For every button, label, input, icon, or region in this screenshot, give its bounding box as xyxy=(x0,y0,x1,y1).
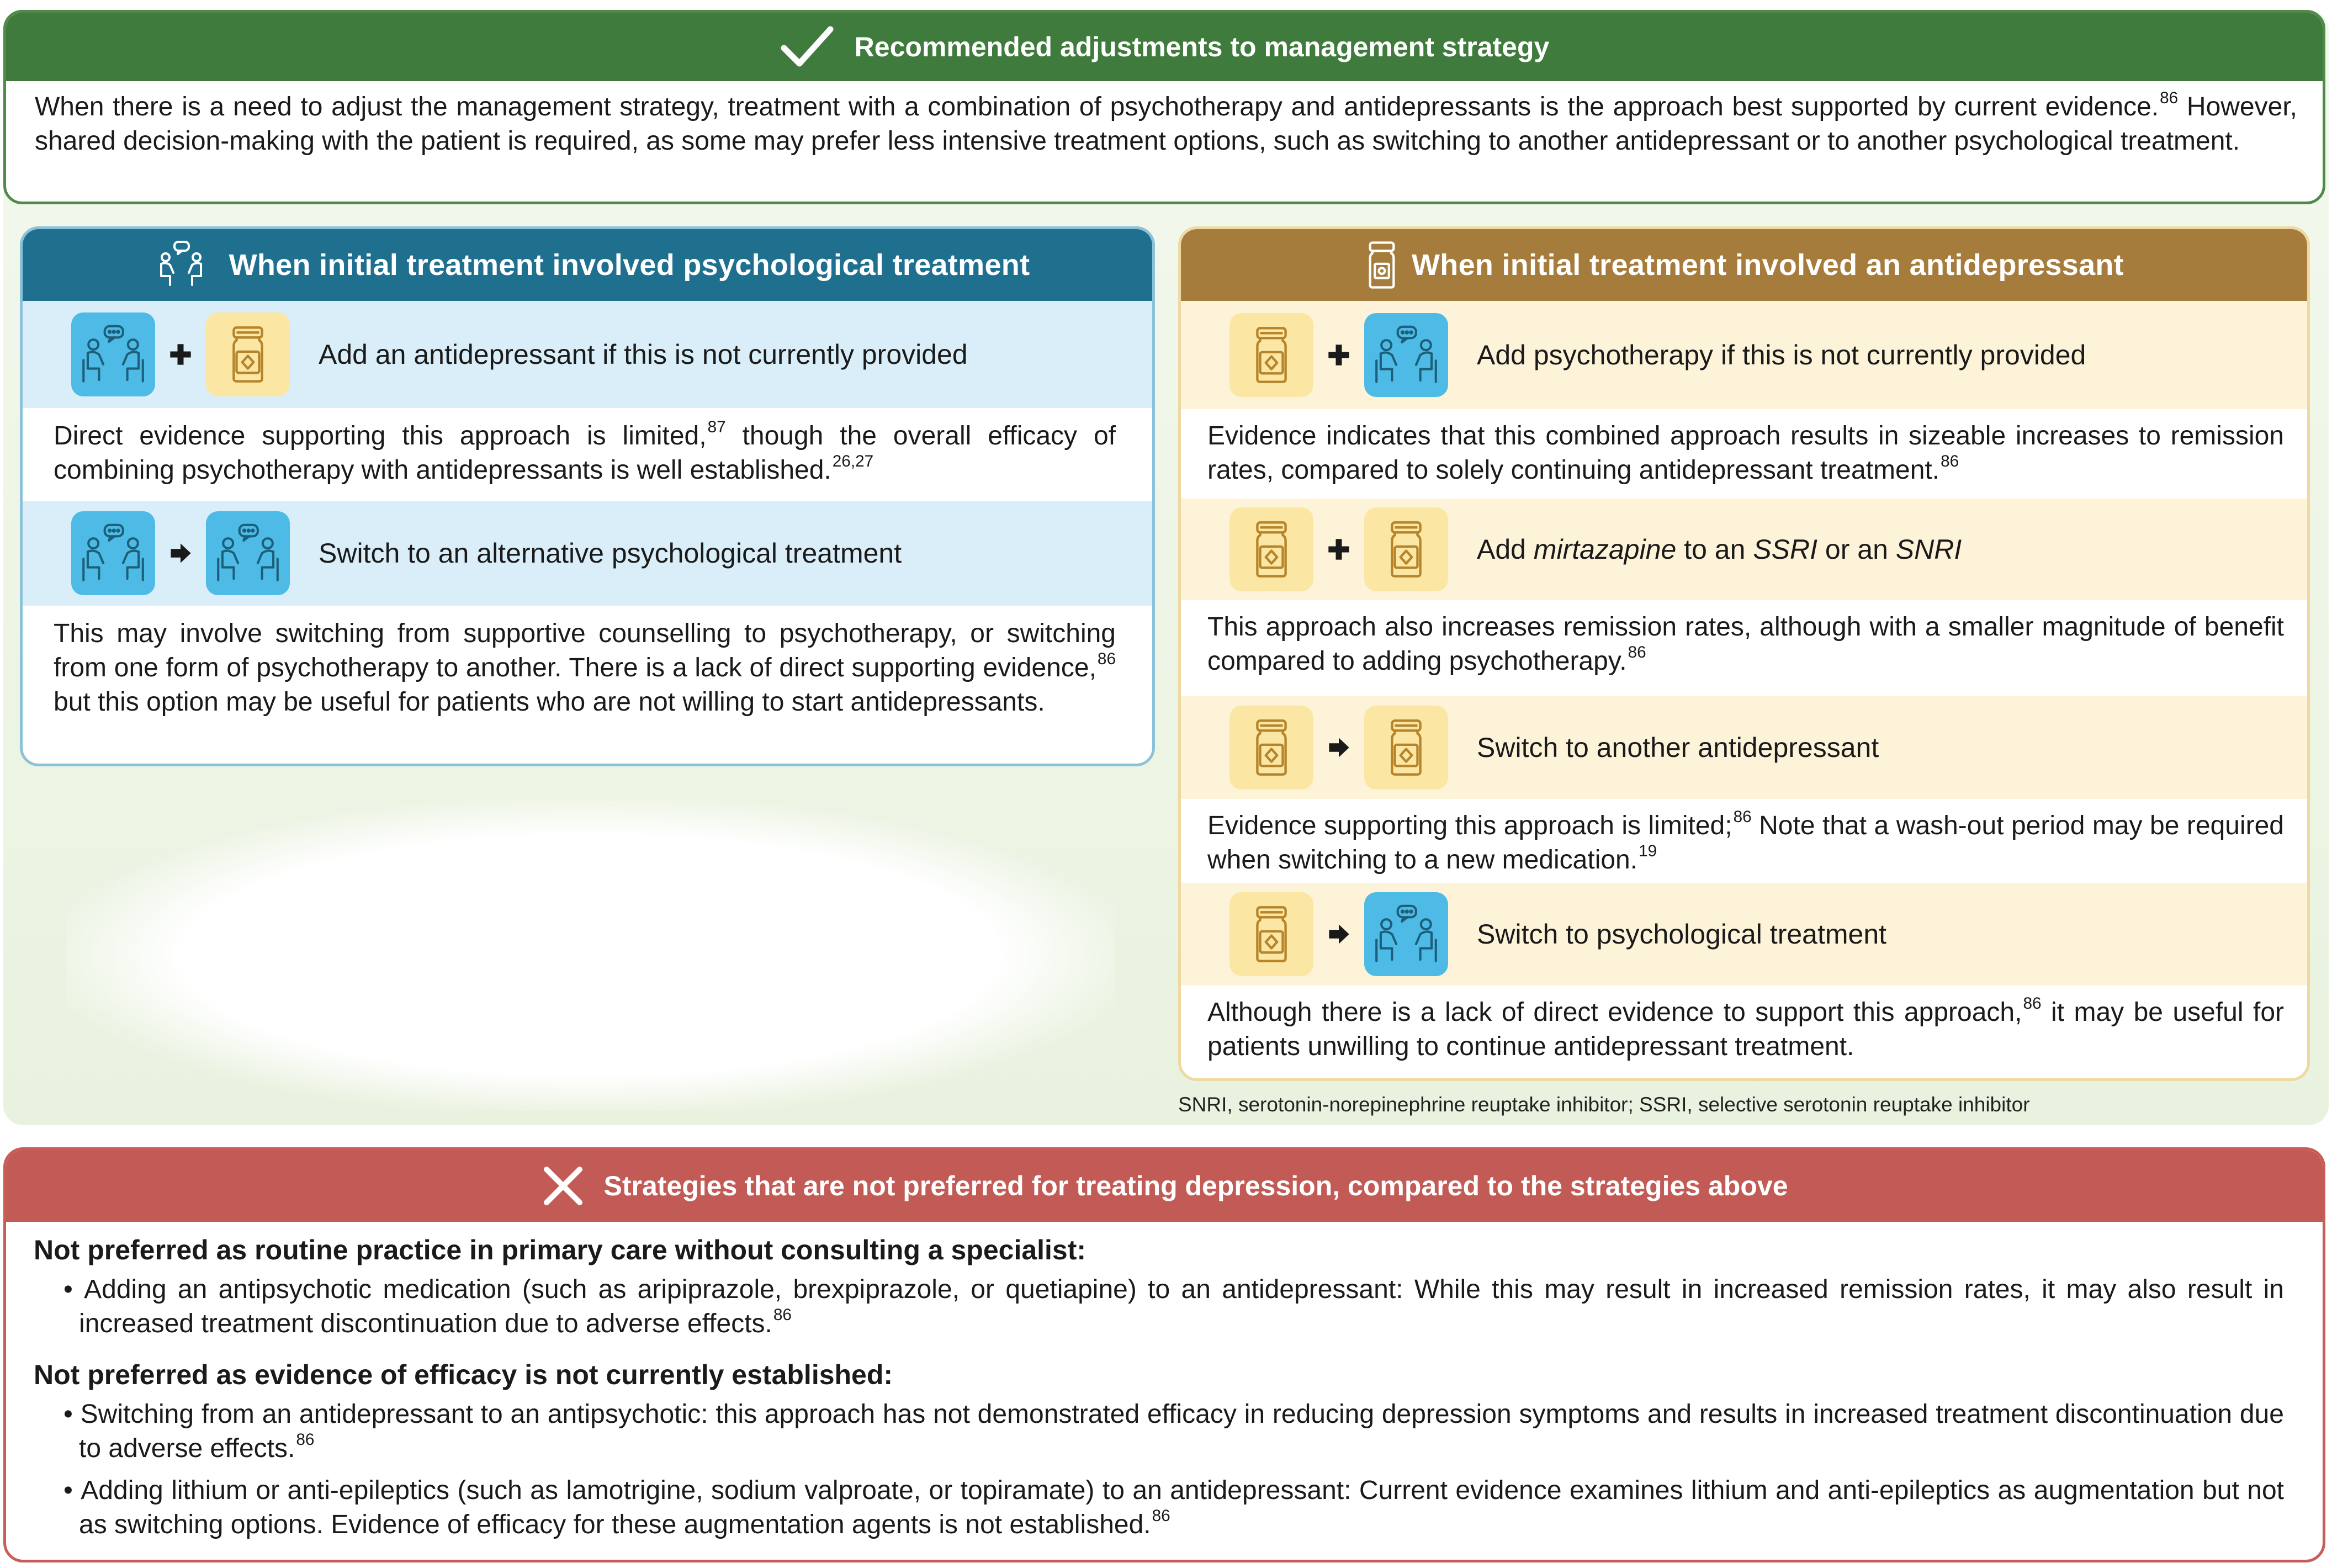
label-drug-class: SNRI xyxy=(1895,534,1962,565)
pill-bottle-icon xyxy=(1236,320,1307,390)
item-text: Adding lithium or anti-epileptics (such as lamotrigine, sodium valproate, or topiramate) to an antidepressant: Current evidence examines lithium and anti-epileptics as augmentation but not as switching options. Evidence of efficacy for these augmentation agents is not established. xyxy=(79,1476,2285,1539)
therapy-tile xyxy=(206,511,290,595)
option-description xyxy=(23,606,1152,729)
right-panel-title: When initial treatment involved an antidepressant xyxy=(1412,248,2124,282)
option-label: Switch to psychological treatment xyxy=(1477,919,1887,950)
therapy-session-icon xyxy=(1371,320,1441,390)
arrow-right-icon xyxy=(166,539,195,568)
ref: 86 xyxy=(296,1430,315,1449)
right-panel-header xyxy=(1181,229,2307,301)
left-panel-header xyxy=(23,229,1152,301)
option-description xyxy=(1181,986,2307,1073)
not-preferred-box xyxy=(3,1147,2325,1562)
plus-icon xyxy=(166,340,195,369)
list-item: • Adding lithium or anti-epileptics (such as lamotrigine, sodium valproate, or topiramate) to an antidepressant: Current evidence examines lithium and anti-epileptics as augmentation but not as switching options. Evidence of efficacy for these augmentation agents is not established.$^{86}$ xyxy=(63,1476,2285,1539)
desc-text: This approach also increases remission rates, although with a smaller magnitude of benefit compared to adding psychotherapy. xyxy=(1207,612,2284,676)
therapy-session-icon xyxy=(213,518,283,589)
desc-text: This may involve switching from supportive counselling to psychotherapy, or switching from one form of psychotherapy to another. There is a lack of direct supporting evidence, xyxy=(54,619,1116,682)
ref: 86 xyxy=(1941,452,1959,470)
option-label: Add an antidepressant if this is not currently provided xyxy=(319,339,968,370)
plus-icon xyxy=(1324,341,1353,369)
intro-ref: 86 xyxy=(2160,88,2179,107)
ref: 86 xyxy=(1733,807,1752,826)
option-add-antidepressant xyxy=(23,301,1152,408)
pill-tile xyxy=(1364,507,1448,591)
ref: 26,27 xyxy=(832,452,874,470)
pill-tile xyxy=(1229,706,1313,790)
pill-bottle-icon xyxy=(1236,899,1307,970)
label-drug-class: SSRI xyxy=(1753,534,1818,565)
recommended-header xyxy=(6,13,2323,81)
not-preferred-group xyxy=(6,1341,2323,1542)
group-heading: Not preferred as evidence of efficacy is not currently established: xyxy=(34,1359,893,1390)
group-heading: Not preferred as routine practice in primary care without consulting a specialist: xyxy=(34,1235,1086,1265)
therapy-tile xyxy=(1364,313,1448,397)
psychological-treatment-panel xyxy=(20,226,1155,766)
desc-text: Note that a wash-out period may be required when switching to a new medication. xyxy=(1207,811,2284,875)
label-part: Add xyxy=(1477,534,1534,565)
desc-text: Evidence supporting this approach is limited; xyxy=(1207,811,1732,840)
ref: 86 xyxy=(1628,643,1646,661)
option-add-psychotherapy xyxy=(1181,301,2307,409)
label-drug: mirtazapine xyxy=(1533,534,1677,565)
recommended-intro xyxy=(6,81,2323,158)
pill-bottle-icon xyxy=(1371,712,1441,783)
ref: 87 xyxy=(707,417,726,436)
ref: 86 xyxy=(773,1305,792,1324)
item-text: Switching from an antidepressant to an antipsychotic: this approach has not demonstrated efficacy in reducing depression symptoms and results in increased treatment discontinuation due to adverse effects. xyxy=(79,1400,2285,1463)
intro-text: When there is a need to adjust the management strategy, treatment with a combination of psychotherapy and antidepressants is the approach best supported by current evidence. xyxy=(35,92,2159,121)
option-label: Switch to another antidepressant xyxy=(1477,732,1879,763)
pill-tile xyxy=(1364,706,1448,790)
option-description xyxy=(23,408,1152,501)
recommended-adjustments-box xyxy=(3,10,2325,204)
not-preferred-header xyxy=(6,1150,2323,1222)
option-label: Switch to an alternative psychological treatment xyxy=(319,538,902,569)
option-description xyxy=(1181,409,2307,499)
option-switch-psychological xyxy=(1181,883,2307,986)
desc-text: but this option may be useful for patients who are not willing to start antidepressants. xyxy=(54,687,1045,717)
pill-bottle-icon xyxy=(1364,237,1400,293)
pill-bottle-icon xyxy=(213,319,283,390)
therapy-session-icon xyxy=(1371,899,1441,970)
pill-tile xyxy=(1229,507,1313,591)
therapy-tile xyxy=(1364,892,1448,976)
ref: 86 xyxy=(1152,1506,1170,1525)
intro-text-2: However, shared decision-making with the patient is required, as some may prefer less intensive treatment options, such as switching to another antidepressant or to another psychological treatment. xyxy=(35,92,2297,156)
therapy-session-icon xyxy=(78,319,149,390)
left-panel-title: When initial treatment involved psychological treatment xyxy=(229,248,1030,282)
ref: 86 xyxy=(2023,994,2042,1013)
checkmark-icon xyxy=(780,25,835,69)
desc-text: though the overall efficacy of combining psychotherapy with antidepressants is well established. xyxy=(54,421,1116,485)
option-description xyxy=(1181,799,2307,883)
ref: 86 xyxy=(1097,649,1116,668)
background-glow xyxy=(66,801,1115,1110)
option-add-mirtazapine xyxy=(1181,499,2307,600)
plus-icon xyxy=(1324,535,1353,564)
recommended-header-title: Recommended adjustments to management strategy xyxy=(854,31,1550,62)
label-part: or an xyxy=(1817,534,1896,565)
therapy-tile xyxy=(71,312,155,396)
abbreviations-footnote: SNRI, serotonin-norepinephrine reuptake inhibitor; SSRI, selective serotonin reuptake inhibitor xyxy=(1178,1093,2030,1116)
option-label: Add psychotherapy if this is not currently provided xyxy=(1477,340,2086,370)
list-item: • Adding an antipsychotic medication (such as aripiprazole, brexpiprazole, or quetiapine) to an antidepressant: While this may result in increased remission rates, it may also result in increased treatment discontinuation due to adverse effects.$^{86}$ xyxy=(63,1275,2284,1338)
pill-bottle-icon xyxy=(1236,514,1307,585)
pill-tile xyxy=(1229,892,1313,976)
therapy-tile xyxy=(71,511,155,595)
list-item: • Switching from an antidepressant to an antipsychotic: this approach has not demonstrated efficacy in reducing depression symptoms and results in increased treatment discontinuation due to adverse effects.$^{86}$ xyxy=(63,1400,2285,1463)
arrow-right-icon xyxy=(1324,733,1353,762)
desc-text: it may be useful for patients unwilling to continue antidepressant treatment. xyxy=(1207,998,2284,1061)
pill-bottle-icon xyxy=(1371,514,1441,585)
therapy-session-icon xyxy=(145,237,217,293)
antidepressant-panel xyxy=(1178,226,2310,1081)
not-preferred-title: Strategies that are not preferred for treating depression, compared to the strategies above xyxy=(603,1170,1788,1201)
pill-bottle-icon xyxy=(1236,712,1307,783)
not-preferred-group xyxy=(6,1222,2323,1341)
item-text: Adding an antipsychotic medication (such as aripiprazole, brexpiprazole, or quetiapine) to an antidepressant: While this may result in increased remission rates, it may also result in increased treatment discontinuation due to adverse effects. xyxy=(79,1275,2284,1338)
desc-text: Evidence indicates that this combined approach results in sizeable increases to remission rates, compared to solely continuing antidepressant treatment. xyxy=(1207,421,2284,485)
option-switch-antidepressant xyxy=(1181,696,2307,799)
arrow-right-icon xyxy=(1324,920,1353,949)
desc-text: Although there is a lack of direct evidence to support this approach, xyxy=(1207,998,2022,1027)
pill-tile xyxy=(1229,313,1313,397)
option-switch-psychological xyxy=(23,501,1152,606)
therapy-session-icon xyxy=(78,518,149,589)
desc-text: Direct evidence supporting this approach is limited, xyxy=(54,421,707,451)
pill-tile xyxy=(206,312,290,396)
option-description xyxy=(1181,600,2307,696)
label-part: to an xyxy=(1676,534,1753,565)
option-label xyxy=(1477,533,1962,565)
ref: 19 xyxy=(1639,841,1657,860)
cross-icon xyxy=(541,1164,585,1208)
